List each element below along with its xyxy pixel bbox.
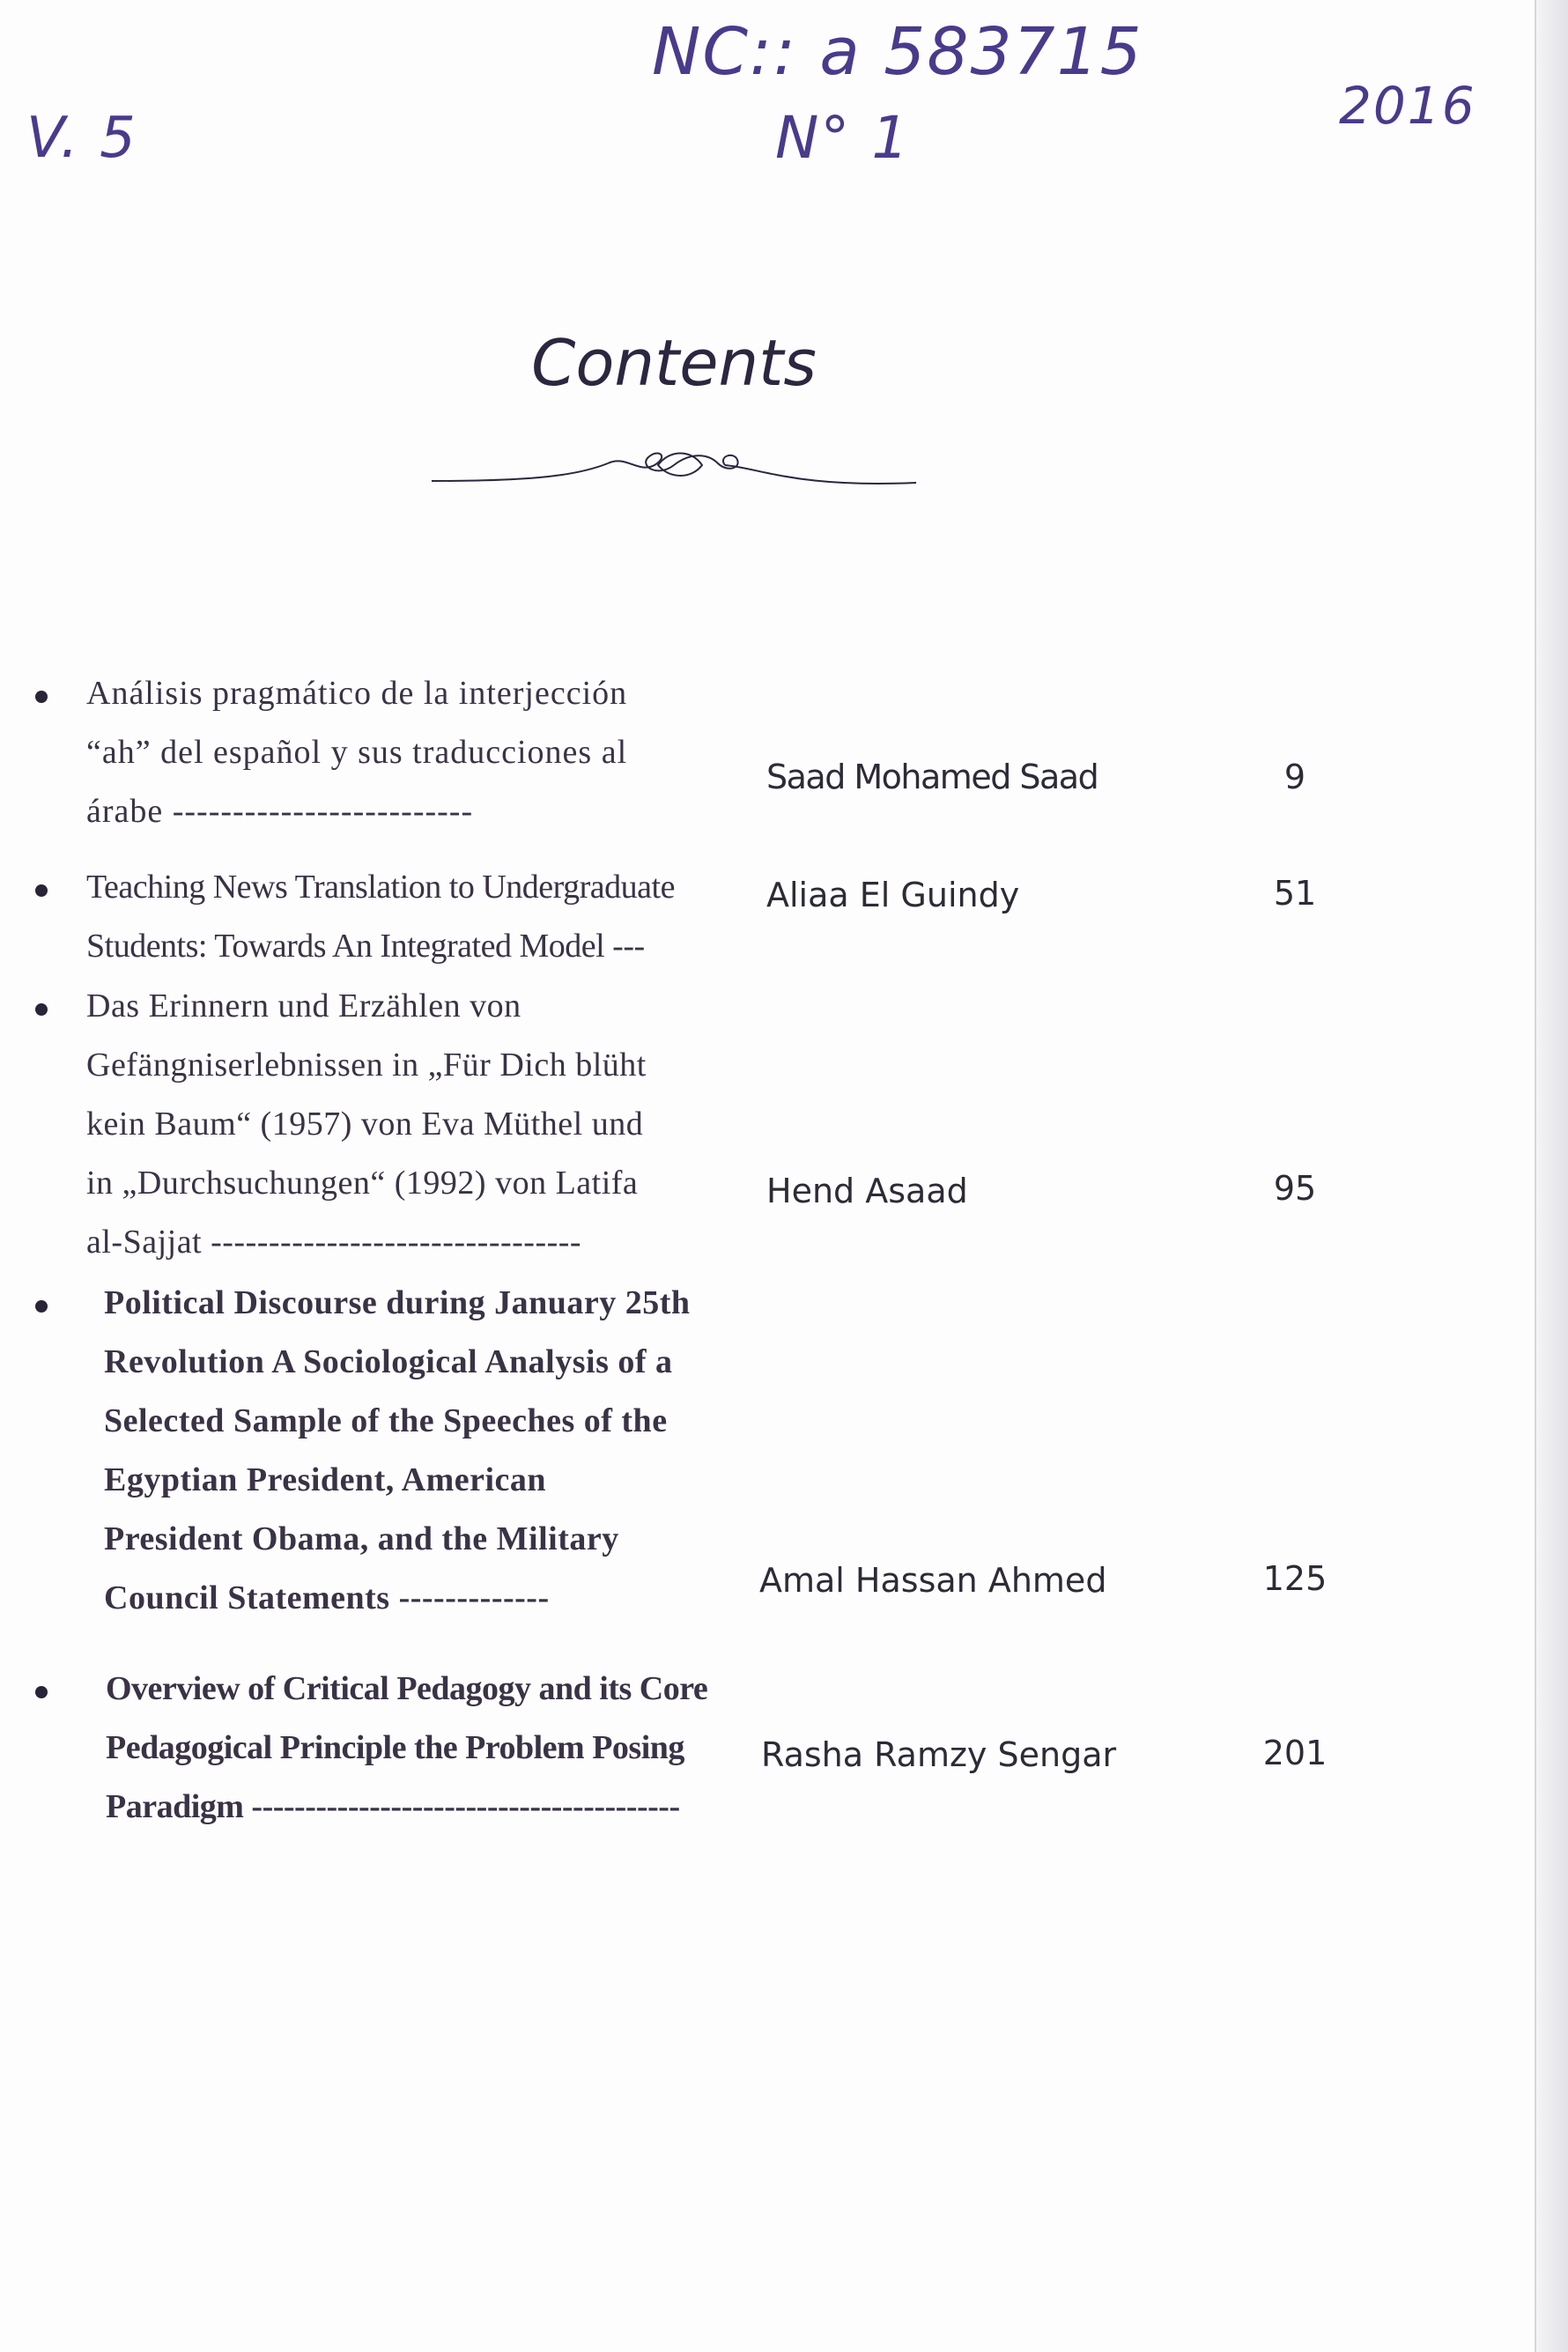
- entry-title-line: Egyptian President, American: [104, 1461, 547, 1498]
- flourish-divider-icon: [427, 439, 921, 492]
- entry-title-line: in „Durchsuchungen“ (1992) von Latifa: [86, 1165, 639, 1202]
- entry-page-number: 9: [1283, 758, 1306, 796]
- entry-title: [86, 858, 731, 976]
- handwritten-issue-number: N° 1: [775, 104, 911, 172]
- entry-author: Aliaa El Guindy: [766, 876, 1020, 914]
- entry-title-line: Gefängniserlebnissen in „Für Dich blüht: [86, 1047, 647, 1084]
- entry-title-line: Overview of Critical Pedagogy and its Core: [106, 1670, 708, 1707]
- entry-title: [104, 1274, 731, 1628]
- entry-page-number: 201: [1262, 1734, 1328, 1772]
- bullet-icon: [35, 691, 48, 703]
- bullet-icon: [35, 1300, 48, 1313]
- page-edge-shadow: [1535, 0, 1568, 2352]
- entry-title: [106, 1660, 733, 1837]
- bullet-icon: [35, 1003, 48, 1016]
- entry-author: Saad Mohamed Saad: [766, 758, 1098, 796]
- entry-author: Amal Hassan Ahmed: [759, 1561, 1107, 1600]
- bullet-icon: [35, 1686, 48, 1698]
- entry-title: [86, 664, 731, 841]
- entry-page-number: 125: [1262, 1559, 1328, 1598]
- entry-title-line: Das Erinnern und Erzählen von: [86, 987, 521, 1024]
- entry-title-line: Análisis pragmático de la interjección: [86, 675, 628, 712]
- bullet-icon: [35, 884, 48, 897]
- entry-title-line: Students: Towards An Integrated Model ---: [86, 928, 645, 965]
- entry-author: Rasha Ramzy Sengar: [761, 1735, 1117, 1774]
- entry-title-line: Revolution A Sociological Analysis of a: [104, 1343, 673, 1380]
- handwritten-catalog-number: NC:: a 583715: [652, 14, 1143, 90]
- entry-title-line: al-Sajjat --------------------------------: [86, 1224, 582, 1261]
- handwritten-year: 2016: [1339, 76, 1476, 136]
- entry-title-line: Council Statements -------------: [104, 1579, 550, 1616]
- entry-title-line: “ah” del español y sus traducciones al: [86, 734, 628, 771]
- entry-author: Hend Asaad: [766, 1172, 968, 1210]
- entry-title-line: Selected Sample of the Speeches of the: [104, 1402, 668, 1439]
- entry-title-line: árabe -------------------------: [86, 793, 474, 830]
- entry-title: [86, 977, 731, 1272]
- page-title: Contents: [531, 326, 817, 400]
- entry-page-number: 95: [1273, 1169, 1317, 1208]
- entry-title-line: President Obama, and the Military: [104, 1520, 619, 1557]
- entry-title-line: Paradigm ----------------------------------------: [106, 1788, 680, 1825]
- entry-page-number: 51: [1273, 874, 1317, 913]
- handwritten-volume-note: V. 5: [26, 106, 137, 171]
- entry-title-line: kein Baum“ (1957) von Eva Müthel und: [86, 1106, 644, 1143]
- entry-title-line: Pedagogical Principle the Problem Posing: [106, 1729, 684, 1766]
- entry-title-line: Political Discourse during January 25th: [104, 1284, 691, 1321]
- entry-title-line: Teaching News Translation to Undergraduate: [86, 869, 675, 906]
